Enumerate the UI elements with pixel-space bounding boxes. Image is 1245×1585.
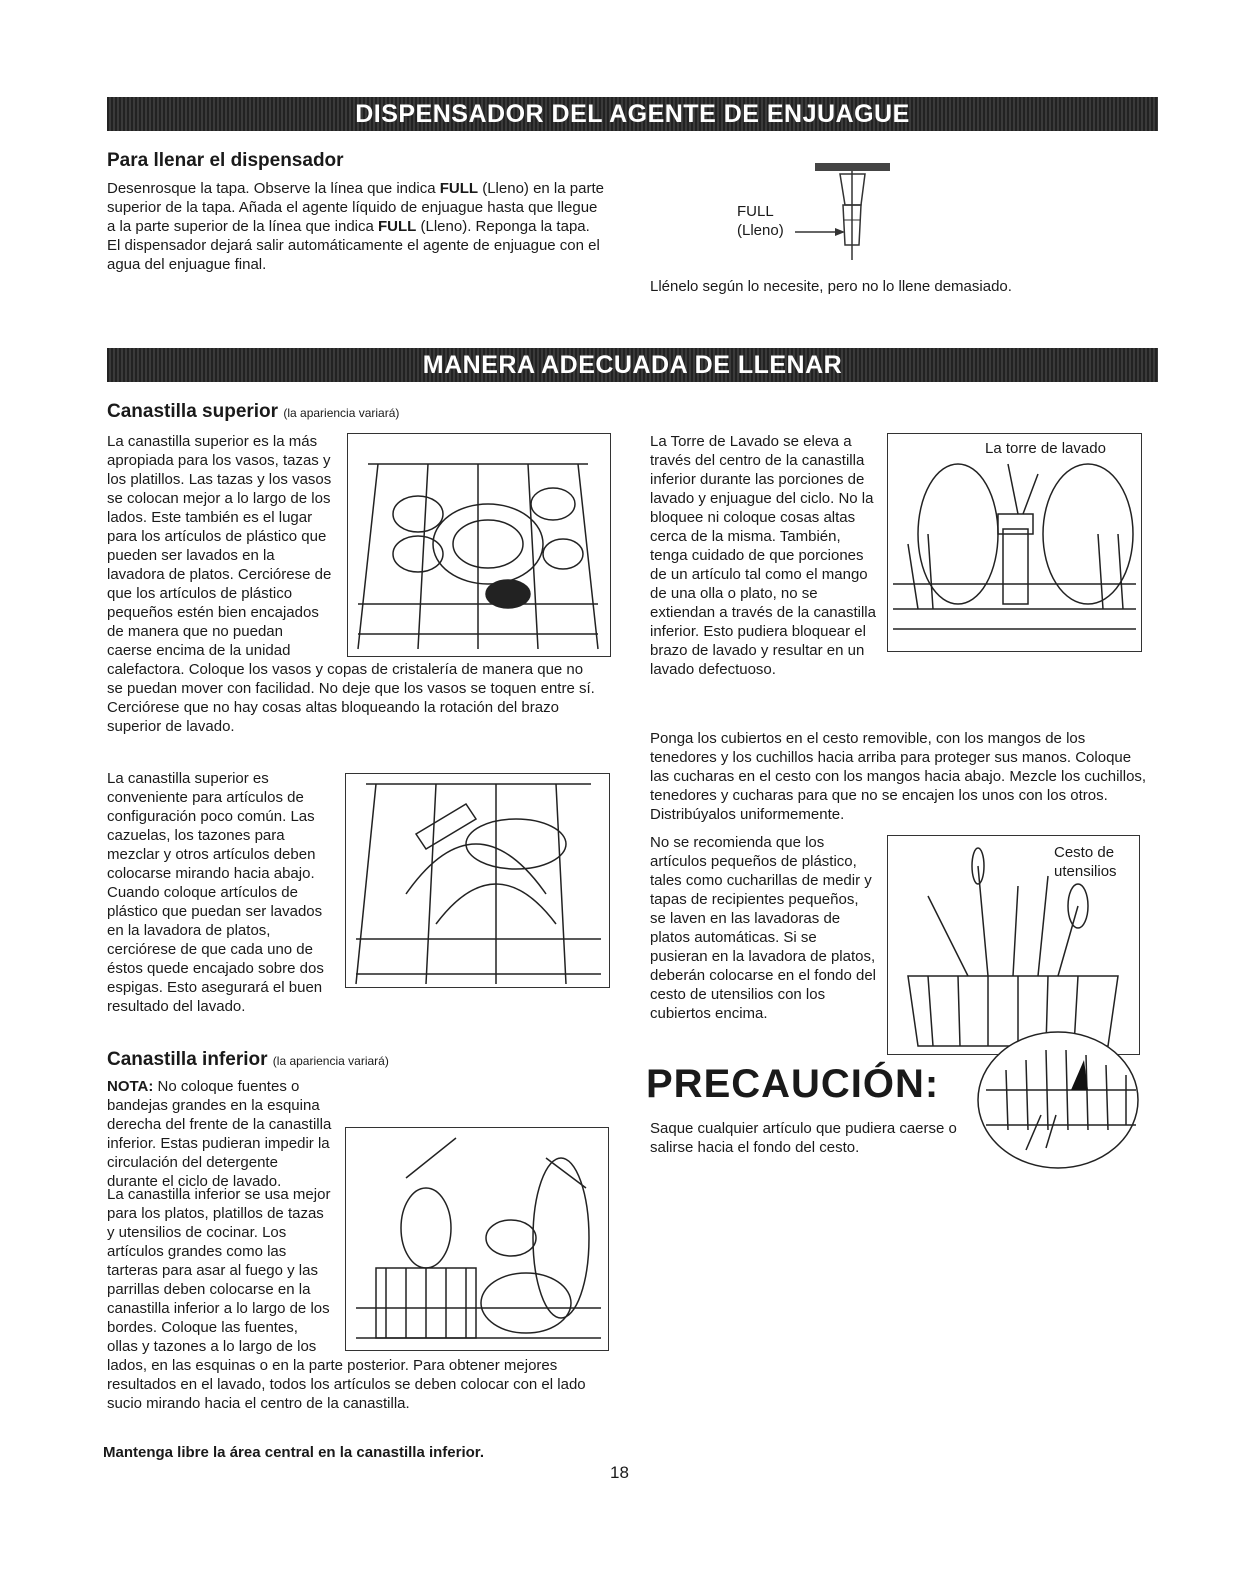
fill-caption: Llénelo según lo necesite, pero no lo llene demasiado. [650, 278, 1012, 295]
text-fragment: Desenrosque la tapa. Observe la línea que indica [107, 180, 440, 197]
wash-tower-illustration [887, 433, 1142, 652]
unusual-items-drawing [346, 774, 609, 987]
fill-dispenser-text [107, 179, 607, 274]
appearance-note: (la apariencia variará) [272, 1054, 389, 1068]
basket-detail-drawing [976, 1030, 1141, 1170]
basket-label-line-2: utensilios [1054, 863, 1117, 880]
cutlery-text: Ponga los cubiertos en el cesto removible, con los mangos de los tenedores y los cuchillos hacia arriba para proteger sus manos. Coloque las cucharas en el cesto con los mangos hacia abajo. Mezcle los cuchillos, tenedores y cucharas para que no se encajen los unos con los otros. Distribúyalos uniformemente. [650, 730, 1147, 823]
lower-rack-paragraph: La canastilla inferior se usa mejor para los platos, platillos de tazas y utensilios de cocinar. Los artículos grandes como las tarteras para asar al fuego y las parrillas deben colocarse en la canastilla inferior a lo largo de los bordes. Coloque las fuentes, ollas y tazones a lo largo de los lados, en las esquinas o en la parte posterior. Para obtener mejores resultados en el lavado, todos los artículos se deben colocar con el lado sucio mirando hacia el centro de la canastilla. [107, 1186, 586, 1412]
appearance-note: (la apariencia variará) [283, 406, 400, 420]
full-keyword: FULL [378, 218, 417, 235]
text-fragment: (Lleno) en la parte superior de la tapa. Añada el agente líquido de enjuague hasta que llegue a la parte superior de la línea que indica [107, 180, 604, 235]
float-spacer [332, 432, 597, 658]
full-keyword: FULL [439, 180, 479, 197]
lower-rack-text [107, 1185, 597, 1413]
full-label: FULL [737, 203, 774, 220]
nota-text: No coloque fuentes o bandejas grandes en la esquina derecha del frente de la canastilla inferior. Estas pudieran impedir la circulación del detergente durante el ciclo de lavado. [107, 1078, 332, 1190]
caution-title: PRECAUCIÓN: [646, 1062, 940, 1106]
lower-rack-title: Canastilla inferior [107, 1049, 268, 1070]
caution-text: Saque cualquier artículo que pudiera caerse o salirse hacia el fondo del cesto. [650, 1120, 957, 1156]
basket-detail-circle [976, 1030, 1141, 1170]
utensil-basket-illustration [887, 835, 1140, 1055]
page-number: 18 [610, 1463, 629, 1482]
nota-label: NOTA: [107, 1078, 154, 1095]
rinse-agent-banner: DISPENSADOR DEL AGENTE DE ENJUAGUE [107, 97, 1158, 131]
upper-rack-heading [107, 401, 399, 423]
wash-tower-drawing [888, 434, 1141, 651]
wash-tower-label: La torre de lavado [985, 440, 1106, 457]
fill-dispenser-heading: Para llenar el dispensador [107, 150, 344, 171]
float-spacer [332, 1185, 597, 1350]
upper-rack-title: Canastilla superior [107, 401, 279, 422]
basket-label-line-1: Cesto de [1054, 844, 1115, 861]
upper-rack-text-1-wrap [107, 432, 597, 736]
upper-rack-unusual-items-illustration [345, 773, 610, 988]
text-fragment: (Lleno). Reponga la tapa. El dispensador dejará salir automáticamente el agente de enjuague con el agua del enjuague final. [107, 218, 600, 273]
dispenser-cap-figure [735, 160, 905, 270]
proper-loading-banner: MANERA ADECUADA DE LLENAR [107, 348, 1158, 382]
upper-rack-paragraph: La canastilla superior es la más apropiada para los vasos, tazas y los platillos. Las tazas y los vasos se colocan mejor a lo largo de los lados. Este también es el lugar para los artículos de plástico que pueden ser lavados en la lavadora de platos. Cerciórese de que los artículos de plástico pequeños estén bien encajados de manera que no puedan caerse encima de la unidad calefactora. Coloque los vasos y copas de cristalería de manera que no se puedan mover con facilidad. No deje que los vasos se toquen entre sí. Cerciórese que no hay cosas altas bloqueando la rotación del brazo superior de lavado. [107, 433, 595, 735]
upper-rack-text-2: La canastilla superior es conveniente para artículos de configuración poco común. Las cazuelas, los tazones para mezclar y otros artículos deben colocarse mirando hacia abajo. Cuando coloque artículos de plástico que puedan ser lavados en la lavadora de platos, cerciórese de que cada uno de éstos quede encajado sobre dos espigas. Esto asegurará el buen resultado del lavado. [107, 770, 324, 1015]
small-plastic-items-text: No se recomienda que los artículos pequeños de plástico, tales como cucharillas de medir y tapas de recipientes pequeños, se laven en las lavadoras de platos automáticas. Si se pusieran en la lavadora de platos, deberán colocarse en el fondo del cesto de utensilios con los cubiertos encima. [650, 834, 876, 1022]
lower-rack-heading [107, 1049, 389, 1071]
wash-tower-text: La Torre de Lavado se eleva a través del centro de la canastilla inferior durante las porciones de lavado y enjuague del ciclo. No la bloquee ni coloque cosas altas cerca de la misma. También, tenga cuidado de que porciones de un artículo tal como el mango de una olla o plato, no se extiendan a través de la canastilla inferior. Esto pudiera bloquear el brazo de lavado y resultar en un lavado defectuoso. [650, 433, 876, 678]
lower-rack-bold-note: Mantenga libre la área central en la canastilla inferior. [103, 1444, 484, 1461]
lleno-label: (Lleno) [737, 222, 784, 239]
